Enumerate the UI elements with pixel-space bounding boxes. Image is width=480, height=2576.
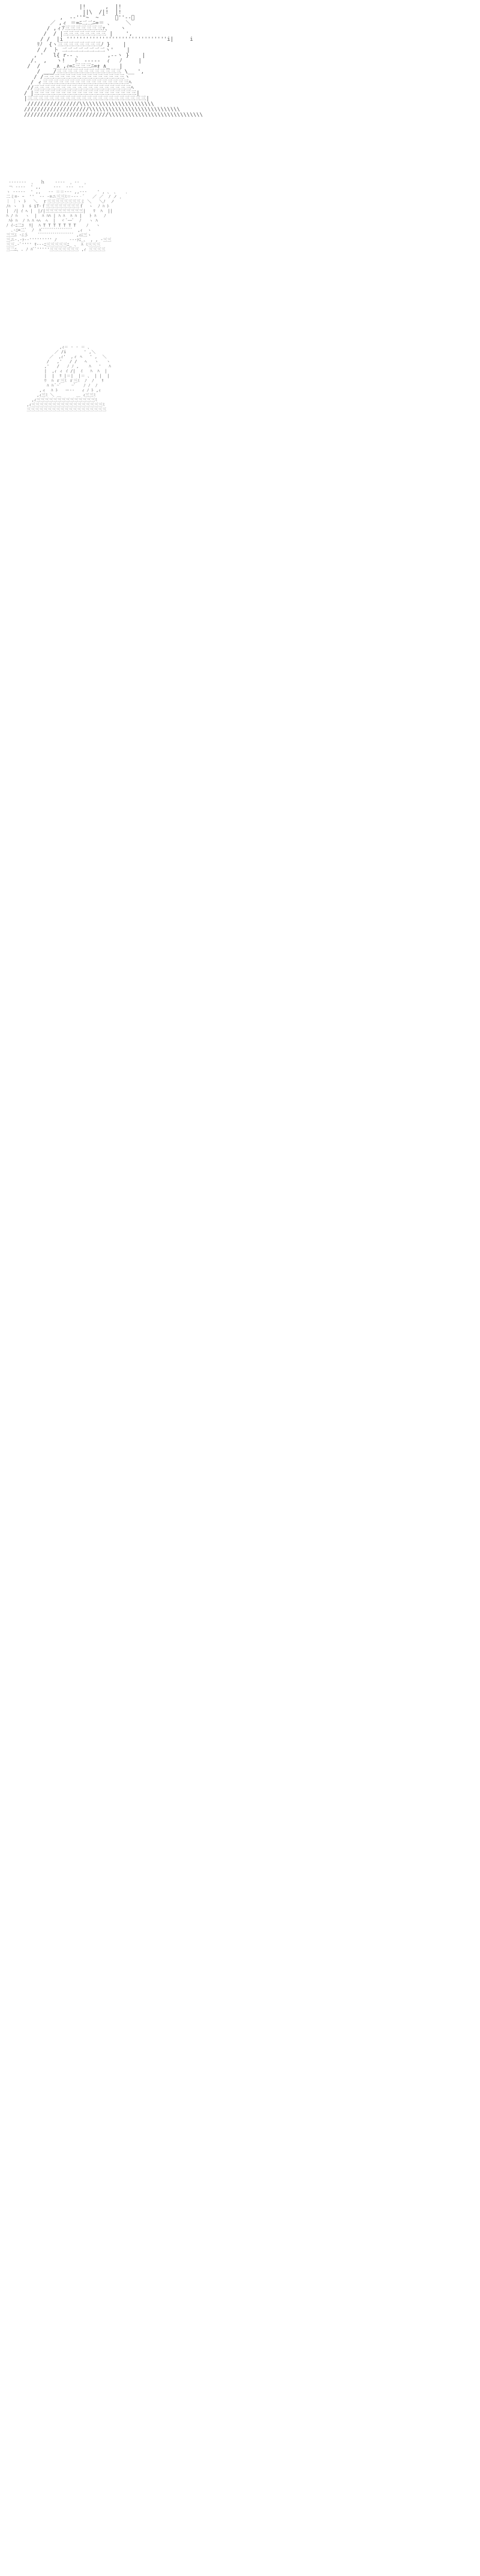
ascii-art-character-1: |! , |! ||\ /|! |! , -‐''"~ ~ ¨ ﾞ''‐-、 ／ ,ィ ＝=ﾆ二二ﾆ=＝ 、 ＼ / ,ィｱ三三三三三三三ｧ、 ヽ / / |三三三三三三三三 | ', / / |i '''''''''''''''''''''''''''''''i| i ﾘﾉ {ヽ三三三三三三三三ﾉ } | / / ト 二二二二二二二二ヽ' | , ' l{ r‐- 、 ,-‐ヽ } | /. , ヽ! ﾄ ‐‐‐‐‐ ｨ ﾉ | / / _∧ ,ｨ=ﾆ三三三ﾆ=ｫ ∧_ | / ___/三三三三三三三三三三三三 \__ ', / /三三三三三三三三三三三三三三三ヽ / ィ三三三三三三三三三三三三三三三三ﾍ //三三三三三三三三三三三三三三三三三三ﾍ / |三三三三三三三三三三三三三三三三三三三| |三三三三三三三三三三三三三三三三三三三三三三| ////////////////\\\\\\\\\\\\\\\\\\\\\\\ ////////////////////\\\\\\\\\\\\\\\\\\\\\\\\\\\\ //////////////////////////\\\\\\\\\\\\\\\\\\\\\\\\\\\\\ bbox=[24, 4, 203, 118]
ascii-art-group-1: ‐‐‐‐‐‐‐ ， ｈ ‐‐‐‐ ，‐‐ ， ￢ ‐‐‐‐ ' ,, ‐‐‐ ‐‐‐ ‐‐ ヽ ‐‐‐‐‐ ' ,, ‐‐ ＝＝‐‐‐ ,,‐‐‐ ' , 、 、 ． 二ミ=‐ ｰ '' ‐‐ ‐=ニ三三ﾐ＝‐‐‐‐ﾞ ／ ／ ﾉ ノ ， ｜ ｜ヽ ﾄ ＼ ｒ三三三三三三三三ミ ＼ ＼ﾉ ノ ﾉﾊ ヽ ﾄ ﾙ iT‐ｆ三三三三三三三三ｆ ヽ ﾉ ﾊ ﾄ | ﾉ| ｲ ﾍ | |/|三三三三三三三三三| ﾘ ﾊ || ﾊ ﾉ ﾊ ヽ | ﾊ ﾊﾊ | ﾊ ﾊ ﾊ ﾊ | ﾄ ﾊ ﾉ ﾊﾄ ﾊ ﾉ ﾊ ﾊ ﾍﾍ ﾍ | ヾ ﾞｰｰﾞ ﾉ ヽ ﾊ ﾉ ｲ‐ﾆ二ｺ ﾘ| ﾊ T T T T T T T ﾉ ヽ ､-ﾆ=二ﾞ ﾉ ﾊﾞﾞﾞﾞﾞﾞﾞﾞﾞﾞﾞﾞﾞﾞﾞ ,ｨ ヽ 三三ﾆ ‐ﾆ彡 ﾞﾞﾞﾞﾞﾞﾞﾞﾞﾞﾞﾞﾞﾞﾞﾞﾞ ,ｨﾆ三ヽ 三ニ‐.‐ｧ‐‐''''''''' ﾉ ‐‐‐ｧﾆ_、 , , ‐三三 三三.‐ﾞ'''' ﾘ‐‐‐ﾆ三三三三三ﾆ_ 、 ﾊ ﾐ三三三 三二ﾆ、. ﾉ ﾊﾞﾞ'''''三三三三三三三 ,ｨ 三三三三 bbox=[6, 180, 130, 252]
ascii-art-character-2: ,ｨ＝ ‐ ‐ ＝ 、 ／ /i ' ,＼ ／ ,ｨ' ,ィ ﾍ ' , ＼ / ,' / / ﾍ ヽ ヽ ,' / ﾉ ﾉ , ﾊ ' ﾊ | ,ｨ ィ ｲ /| ｲ ﾊ ﾊ | | | ﾘ |＝| |＝ 、 | | | ﾘ ﾊ ｒ三ﾐ ｒ三ﾐ ﾉ ﾉ ﾘ ﾊ ﾊ ﾞ~ﾞ ~ﾞ ﾉ ﾉ ﾉ ,ィ ﾊ ﾄ ー‐‐ ｨ ﾉ ﾄ ,ｨ ,ｨ三ﾐ ＼ ＿ ＿ ｨ三三ﾐ ,ｨ三三三三三三三三三三三三三三ﾐ ,ｨ三三三三三三三三三三三三三三三三三ﾐ 三三三三三三三三三三三三三三三三三三三 bbox=[26, 345, 111, 412]
